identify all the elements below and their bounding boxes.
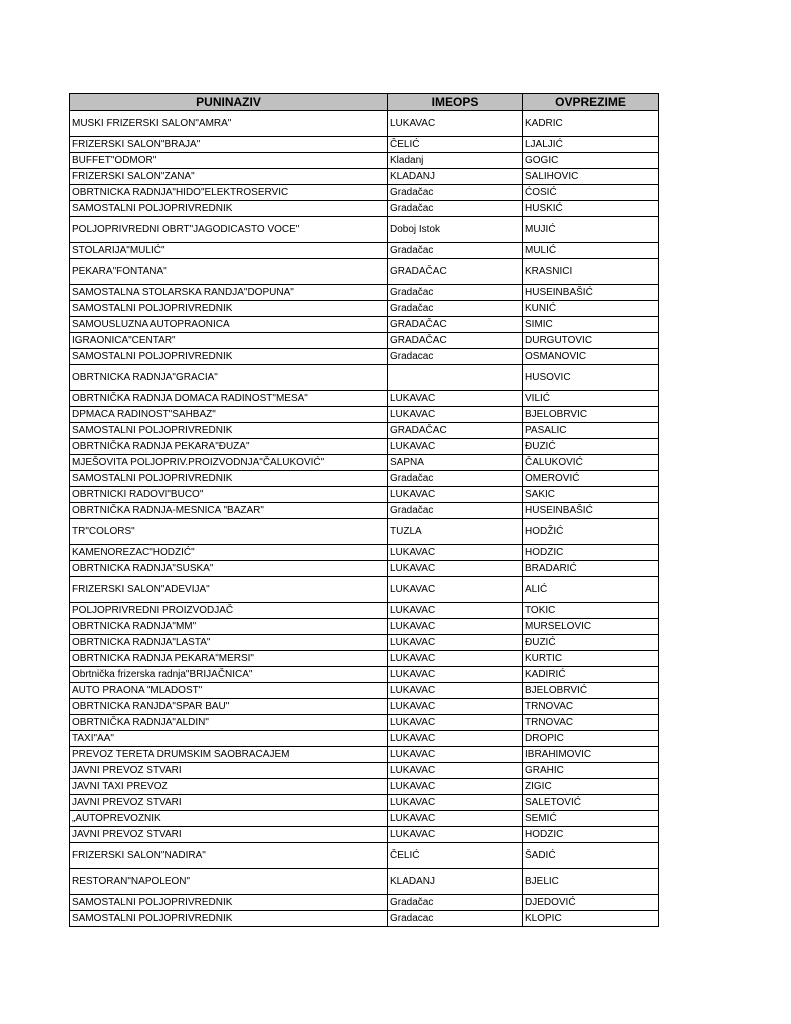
table-row — [70, 217, 659, 243]
cell-prezime: BRADARIĆ — [523, 561, 659, 577]
cell-opstina: LUKAVAC — [388, 667, 523, 683]
table-body — [70, 111, 659, 927]
cell-opstina: LUKAVAC — [388, 439, 523, 455]
cell-prezime: OSMANOVIC — [523, 349, 659, 365]
cell-naziv: BUFFET"ODMOR" — [70, 153, 388, 169]
cell-naziv: OBRTNICKA RADNJA"MM" — [70, 619, 388, 635]
cell-prezime: TRNOVAC — [523, 715, 659, 731]
cell-prezime: KRASNICI — [523, 259, 659, 285]
cell-prezime: SALIHOVIC — [523, 169, 659, 185]
cell-prezime: ĐUZIĆ — [523, 439, 659, 455]
cell-prezime: DURGUTOVIC — [523, 333, 659, 349]
table-row — [70, 651, 659, 667]
table-row — [70, 153, 659, 169]
cell-prezime: ĐUZIĆ — [523, 635, 659, 651]
table-row — [70, 827, 659, 843]
cell-naziv: STOLARIJA"MULIĆ" — [70, 243, 388, 259]
cell-opstina — [388, 365, 523, 391]
table-row — [70, 545, 659, 561]
table-row — [70, 301, 659, 317]
cell-prezime: HUSOVIC — [523, 365, 659, 391]
cell-opstina: GRADAČAC — [388, 333, 523, 349]
cell-opstina: LUKAVAC — [388, 619, 523, 635]
cell-prezime: HUSEINBAŠIĆ — [523, 285, 659, 301]
cell-naziv: RESTORAN"NAPOLEON" — [70, 869, 388, 895]
cell-naziv: SAMOSTALNI POLJOPRIVREDNIK — [70, 349, 388, 365]
cell-naziv: JAVNI PREVOZ STVARI — [70, 763, 388, 779]
cell-prezime: ŠADIĆ — [523, 843, 659, 869]
cell-opstina: SAPNA — [388, 455, 523, 471]
table-row — [70, 811, 659, 827]
cell-opstina: Gradacac — [388, 349, 523, 365]
cell-naziv: FRIZERSKI SALON"ZANA" — [70, 169, 388, 185]
cell-prezime: TRNOVAC — [523, 699, 659, 715]
table-row — [70, 185, 659, 201]
cell-opstina: LUKAVAC — [388, 487, 523, 503]
cell-naziv: IGRAONICA"CENTAR" — [70, 333, 388, 349]
cell-opstina: LUKAVAC — [388, 795, 523, 811]
cell-opstina: Gradačac — [388, 201, 523, 217]
cell-opstina: LUKAVAC — [388, 651, 523, 667]
cell-opstina: GRADAČAC — [388, 259, 523, 285]
table-row — [70, 407, 659, 423]
table-row — [70, 683, 659, 699]
cell-opstina: Gradačac — [388, 285, 523, 301]
cell-opstina: GRADAČAC — [388, 423, 523, 439]
table-row — [70, 911, 659, 927]
cell-naziv: SAMOSTALNI POLJOPRIVREDNIK — [70, 423, 388, 439]
cell-prezime: HODZIC — [523, 827, 659, 843]
table-row — [70, 391, 659, 407]
table-row — [70, 455, 659, 471]
cell-naziv: OBRTNICKA RADNJA"SUSKA" — [70, 561, 388, 577]
cell-opstina: LUKAVAC — [388, 715, 523, 731]
cell-prezime: MUJIĆ — [523, 217, 659, 243]
cell-opstina: LUKAVAC — [388, 561, 523, 577]
cell-prezime: DJEDOVIĆ — [523, 895, 659, 911]
cell-opstina: LUKAVAC — [388, 827, 523, 843]
cell-naziv: AUTO PRAONA "MLADOST" — [70, 683, 388, 699]
cell-naziv: TR"COLORS" — [70, 519, 388, 545]
cell-prezime: HODZIC — [523, 545, 659, 561]
cell-prezime: DROPIC — [523, 731, 659, 747]
cell-naziv: MJEŠOVITA POLJOPRIV.PROIZVODNJA"ČALUKOVIĆ" — [70, 455, 388, 471]
cell-naziv: FRIZERSKI SALON"NADIRA" — [70, 843, 388, 869]
cell-naziv: SAMOUSLUZNA AUTOPRAONICA — [70, 317, 388, 333]
cell-naziv: SAMOSTALNI POLJOPRIVREDNIK — [70, 201, 388, 217]
table-row — [70, 365, 659, 391]
cell-naziv: OBRTNICKA RANJDA"SPAR BAU" — [70, 699, 388, 715]
cell-naziv: OBRTNIČKA RADNJA PEKARA"ĐUZA" — [70, 439, 388, 455]
cell-opstina: Gradacac — [388, 911, 523, 927]
cell-naziv: JAVNI TAXI PREVOZ — [70, 779, 388, 795]
cell-opstina: LUKAVAC — [388, 111, 523, 137]
table-row — [70, 895, 659, 911]
table-row — [70, 715, 659, 731]
cell-opstina: LUKAVAC — [388, 747, 523, 763]
table-row — [70, 635, 659, 651]
column-header-ovprezime: OVPREZIME — [523, 94, 659, 111]
cell-opstina: Gradačac — [388, 185, 523, 201]
cell-opstina: GRADAČAC — [388, 317, 523, 333]
cell-prezime: TOKIC — [523, 603, 659, 619]
cell-prezime: IBRAHIMOVIC — [523, 747, 659, 763]
cell-prezime: SEMIĆ — [523, 811, 659, 827]
cell-opstina: LUKAVAC — [388, 391, 523, 407]
table-row — [70, 317, 659, 333]
cell-naziv: SAMOSTALNI POLJOPRIVREDNIK — [70, 471, 388, 487]
cell-opstina: Gradačac — [388, 243, 523, 259]
cell-opstina: LUKAVAC — [388, 407, 523, 423]
cell-naziv: OBRTNICKA RADNJA"GRACIA" — [70, 365, 388, 391]
cell-prezime: KLOPIC — [523, 911, 659, 927]
cell-opstina: LUKAVAC — [388, 683, 523, 699]
cell-prezime: GRAHIC — [523, 763, 659, 779]
cell-prezime: KADIRIĆ — [523, 667, 659, 683]
cell-naziv: KAMENOREZAC"HODZIĆ" — [70, 545, 388, 561]
table-row — [70, 519, 659, 545]
cell-prezime: OMEROVIĆ — [523, 471, 659, 487]
cell-naziv: TAXI"AA" — [70, 731, 388, 747]
cell-prezime: ĆOSIĆ — [523, 185, 659, 201]
table-row — [70, 667, 659, 683]
cell-opstina: TUZLA — [388, 519, 523, 545]
cell-prezime: LJALJIĆ — [523, 137, 659, 153]
table-row — [70, 259, 659, 285]
cell-naziv: OBRTNICKA RADNJA"HIDO"ELEKTROSERVIC — [70, 185, 388, 201]
cell-prezime: MULIĆ — [523, 243, 659, 259]
cell-prezime: ZIGIC — [523, 779, 659, 795]
cell-naziv: JAVNI PREVOZ STVARI — [70, 795, 388, 811]
table-row — [70, 795, 659, 811]
cell-opstina: KLADANJ — [388, 169, 523, 185]
cell-prezime: PASALIC — [523, 423, 659, 439]
cell-prezime: BJELIC — [523, 869, 659, 895]
cell-opstina: LUKAVAC — [388, 763, 523, 779]
cell-naziv: DPMACA RADINOST"SAHBAZ" — [70, 407, 388, 423]
column-header-puninaziv: PUNINAZIV — [70, 94, 388, 111]
cell-opstina: ČELIĆ — [388, 137, 523, 153]
cell-prezime: SALETOVIĆ — [523, 795, 659, 811]
cell-naziv: OBRTNIČKA RADNJA DOMACA RADINOST"MESA" — [70, 391, 388, 407]
cell-prezime: KADRIC — [523, 111, 659, 137]
cell-opstina: Gradačac — [388, 301, 523, 317]
cell-opstina: KLADANJ — [388, 869, 523, 895]
cell-opstina: LUKAVAC — [388, 635, 523, 651]
cell-naziv: SAMOSTALNA STOLARSKA RANDJA"DOPUNA" — [70, 285, 388, 301]
table-row — [70, 137, 659, 153]
table-row — [70, 779, 659, 795]
cell-naziv: OBRTNICKA RADNJA"LASTA" — [70, 635, 388, 651]
cell-opstina: LUKAVAC — [388, 731, 523, 747]
table-row — [70, 201, 659, 217]
cell-naziv: FRIZERSKI SALON"BRAJA" — [70, 137, 388, 153]
table-row — [70, 763, 659, 779]
cell-naziv: PREVOZ TERETA DRUMSKIM SAOBRACAJEM — [70, 747, 388, 763]
cell-prezime: HODŽIĆ — [523, 519, 659, 545]
cell-prezime: HUSEINBAŠIĆ — [523, 503, 659, 519]
table-row — [70, 843, 659, 869]
cell-prezime: ALIĆ — [523, 577, 659, 603]
cell-prezime: GOGIC — [523, 153, 659, 169]
cell-prezime: BJELOBRVIC — [523, 407, 659, 423]
cell-opstina: LUKAVAC — [388, 779, 523, 795]
cell-prezime: VILIĆ — [523, 391, 659, 407]
table-row — [70, 423, 659, 439]
table-row — [70, 747, 659, 763]
cell-prezime: SIMIC — [523, 317, 659, 333]
table-row — [70, 111, 659, 137]
cell-prezime: KURTIC — [523, 651, 659, 667]
table-row — [70, 349, 659, 365]
cell-naziv: SAMOSTALNI POLJOPRIVREDNIK — [70, 895, 388, 911]
table-row — [70, 603, 659, 619]
table-row — [70, 285, 659, 301]
cell-prezime: MURSELOVIC — [523, 619, 659, 635]
cell-naziv: Obrtnička frizerska radnja"BRIJAČNICA" — [70, 667, 388, 683]
column-header-imeops: IMEOPS — [388, 94, 523, 111]
cell-opstina: LUKAVAC — [388, 577, 523, 603]
table-row — [70, 243, 659, 259]
cell-naziv: OBRTNICKI RADOVI"BUCO" — [70, 487, 388, 503]
table-row — [70, 731, 659, 747]
table-row — [70, 577, 659, 603]
cell-prezime: BJELOBRVIĆ — [523, 683, 659, 699]
cell-naziv: MUSKI FRIZERSKI SALON"AMRA" — [70, 111, 388, 137]
cell-opstina: LUKAVAC — [388, 545, 523, 561]
table-row — [70, 869, 659, 895]
cell-prezime: ČALUKOVIĆ — [523, 455, 659, 471]
cell-naziv: OBRTNIČKA RADNJA"ALDIN" — [70, 715, 388, 731]
cell-naziv: SAMOSTALNI POLJOPRIVREDNIK — [70, 911, 388, 927]
table-row — [70, 619, 659, 635]
cell-opstina: Kladanj — [388, 153, 523, 169]
cell-opstina: Gradačac — [388, 503, 523, 519]
cell-naziv: OBRTNICKA RADNJA PEKARA"MERSI" — [70, 651, 388, 667]
table-row — [70, 561, 659, 577]
cell-opstina: LUKAVAC — [388, 603, 523, 619]
cell-prezime: SAKIC — [523, 487, 659, 503]
cell-naziv: JAVNI PREVOZ STVARI — [70, 827, 388, 843]
cell-opstina: LUKAVAC — [388, 699, 523, 715]
cell-naziv: SAMOSTALNI POLJOPRIVREDNIK — [70, 301, 388, 317]
data-table — [69, 93, 659, 927]
table-row — [70, 471, 659, 487]
cell-opstina: Gradačac — [388, 895, 523, 911]
cell-opstina: Doboj Istok — [388, 217, 523, 243]
header-row — [70, 94, 659, 111]
cell-prezime: KUNIĆ — [523, 301, 659, 317]
table-row — [70, 169, 659, 185]
cell-naziv: PEKARA"FONTANA" — [70, 259, 388, 285]
cell-naziv: „AUTOPREVOZNIK — [70, 811, 388, 827]
cell-opstina: ČELIĆ — [388, 843, 523, 869]
table-row — [70, 333, 659, 349]
cell-naziv: OBRTNIČKA RADNJA-MESNICA "BAZAR" — [70, 503, 388, 519]
cell-naziv: POLJOPRIVREDNI PROIZVODJAČ — [70, 603, 388, 619]
cell-opstina: LUKAVAC — [388, 811, 523, 827]
cell-naziv: POLJOPRIVREDNI OBRT"JAGODICASTO VOCE" — [70, 217, 388, 243]
cell-opstina: Gradačac — [388, 471, 523, 487]
table-row — [70, 439, 659, 455]
table-row — [70, 503, 659, 519]
table-row — [70, 699, 659, 715]
cell-naziv: FRIZERSKI SALON"ADEVIJA" — [70, 577, 388, 603]
table-row — [70, 487, 659, 503]
cell-prezime: HUSKIĆ — [523, 201, 659, 217]
